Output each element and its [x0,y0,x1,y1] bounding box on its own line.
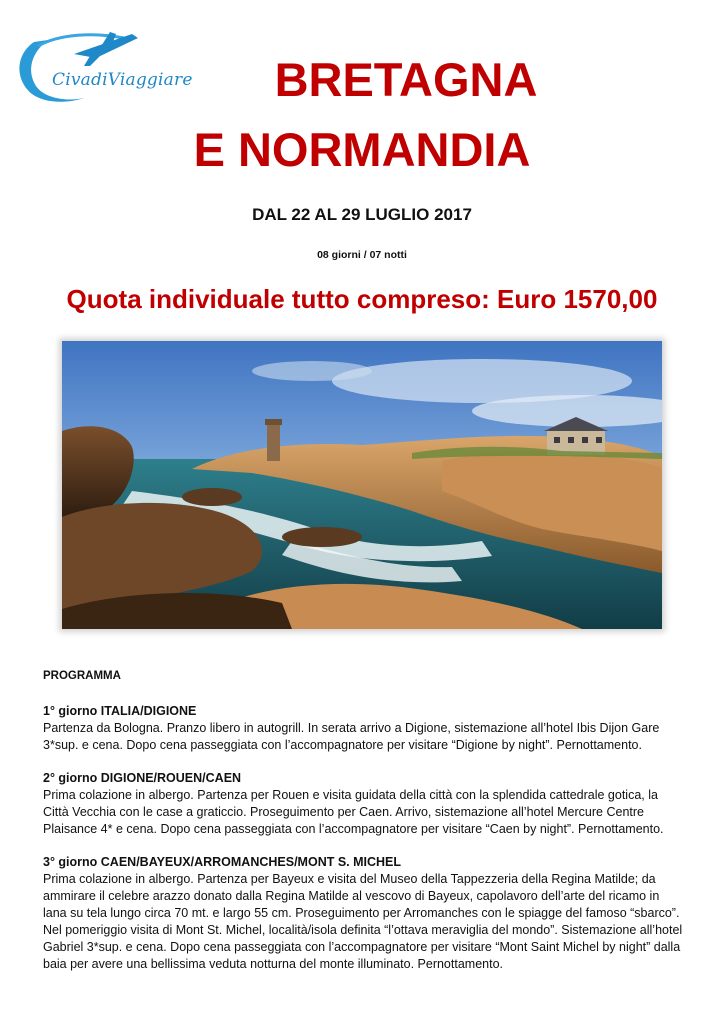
day-description: Prima colazione in albergo. Partenza per Rouen e visita guidata della città con la splendida cattedrale gotica, la Città Vecchia con le case a graticcio. Proseguimento per Caen. Arrivo, sistemazione all’hotel Mercure Centre Plaisance 4* e cena. Dopo cena passeggiata con l’accompagnatore per visitare “Caen by night”. Pernottamento. [43,788,664,836]
trip-duration: 08 giorni / 07 notti [317,249,407,261]
coastal-rocks-lighthouse-photo [62,341,662,629]
day-description: Prima colazione in albergo. Partenza per Bayeux e visita del Museo della Tappezzeria della Regina Matilde; da ammirare il celebre arazzo donato dalla Regina Matilde al vescovo di Bayeux, capolavoro dell’arte del ricamo in lana su tela lungo circa 70 mt. e largo 55 cm. Proseguimento per Arromanches con le spiagge del famoso “sbarco”. Nel pomeriggio visita di Mont St. Michel, località/isola definita “l’ottava meraviglia del mondo”. Sistemazione all’hotel Gabriel 3*sup. e cena. Dopo cena passeggiata con l’accompagnatore per visitare “Mont Saint Michel by night” dalla baia per avere una bellissima veduta notturna del monte illuminato. Pernottamento. [43,872,683,971]
day-2 [43,770,683,838]
day-1 [43,703,683,754]
title-line-1: BRETAGNA [274,53,538,106]
title-line-2: E NORMANDIA [193,123,531,176]
day-title: 3° giorno CAEN/BAYEUX/ARROMANCHES/MONT S. MICHEL [43,855,402,869]
day-title: 2° giorno DIGIONE/ROUEN/CAEN [43,771,242,785]
program-heading: PROGRAMMA [43,670,121,682]
trip-price: Quota individuale tutto compreso: Euro 1570,00 [66,284,658,314]
program-section [43,668,683,989]
day-description: Partenza da Bologna. Pranzo libero in autogrill. In serata arrivo a Digione, sistemazione all’hotel Ibis Dijon Gare 3*sup. e cena. Dopo cena passeggiata con l’accompagnatore per visitare “Digione by night”. Pernottamento. [43,721,660,752]
trip-dates: DAL 22 AL 29 LUGLIO 2017 [252,205,472,224]
logo-text: CivadiViaggiare [52,70,193,90]
day-3 [43,854,683,973]
day-title: 1° giorno ITALIA/DIGIONE [43,704,197,718]
